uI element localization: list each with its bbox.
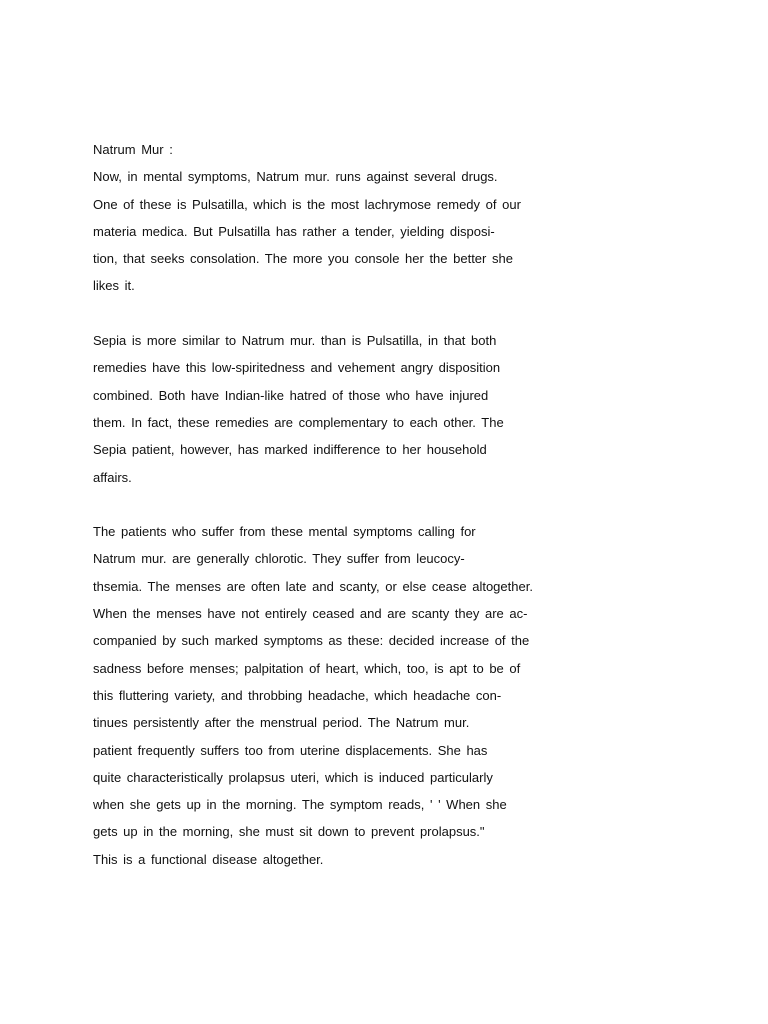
text-line: materia medica. But Pulsatilla has rather a tender, yielding disposi- [93, 223, 495, 239]
section-heading: Natrum Mur : [93, 142, 173, 157]
text-line: When the menses have not entirely ceased and are scanty they are ac- [93, 606, 528, 622]
paragraph-1 [93, 166, 733, 302]
text-line: this fluttering variety, and throbbing headache, which headache con- [93, 687, 502, 703]
text-line: Sepia patient, however, has marked indifference to her household [93, 442, 487, 458]
text-line: thsemia. The menses are often late and scanty, or else cease altogether. [93, 578, 533, 594]
text-line: tion, that seeks consolation. The more you console her the better she [93, 251, 513, 267]
text-line: remedies have this low-spiritedness and vehement angry disposition [93, 360, 501, 376]
paragraph-3 [93, 521, 733, 876]
text-line: Sepia is more similar to Natrum mur. than is Pulsatilla, in that both [93, 333, 497, 349]
text-line: Natrum mur. are generally chlorotic. They suffer from leucocy- [93, 551, 465, 567]
text-line: sadness before menses; palpitation of heart, which, too, is apt to be of [93, 660, 521, 676]
text-line: affairs. [93, 469, 132, 485]
text-line: Now, in mental symptoms, Natrum mur. runs against several drugs. [93, 169, 498, 185]
paragraph-gap [93, 494, 733, 521]
text-line: One of these is Pulsatilla, which is the most lachrymose remedy of our [93, 196, 521, 212]
text-line: combined. Both have Indian-like hatred of those who have injured [93, 387, 489, 403]
paragraph-2 [93, 330, 733, 494]
text-line: gets up in the morning, she must sit down to prevent prolapsus." [93, 824, 485, 840]
text-line: This is a functional disease altogether. [93, 851, 324, 867]
paragraph-gap [93, 303, 733, 330]
document-body [93, 139, 733, 876]
text-line: quite characteristically prolapsus uteri, which is induced particularly [93, 769, 493, 785]
text-line: them. In fact, these remedies are complementary to each other. The [93, 414, 504, 430]
text-line: companied by such marked symptoms as these: decided increase of the [93, 633, 530, 649]
text-line: patient frequently suffers too from uterine displacements. She has [93, 742, 488, 758]
text-line: when she gets up in the morning. The symptom reads, ' ' When she [93, 797, 507, 813]
text-line: likes it. [93, 278, 135, 294]
text-line: The patients who suffer from these mental symptoms calling for [93, 524, 476, 540]
text-line: tinues persistently after the menstrual period. The Natrum mur. [93, 715, 470, 731]
